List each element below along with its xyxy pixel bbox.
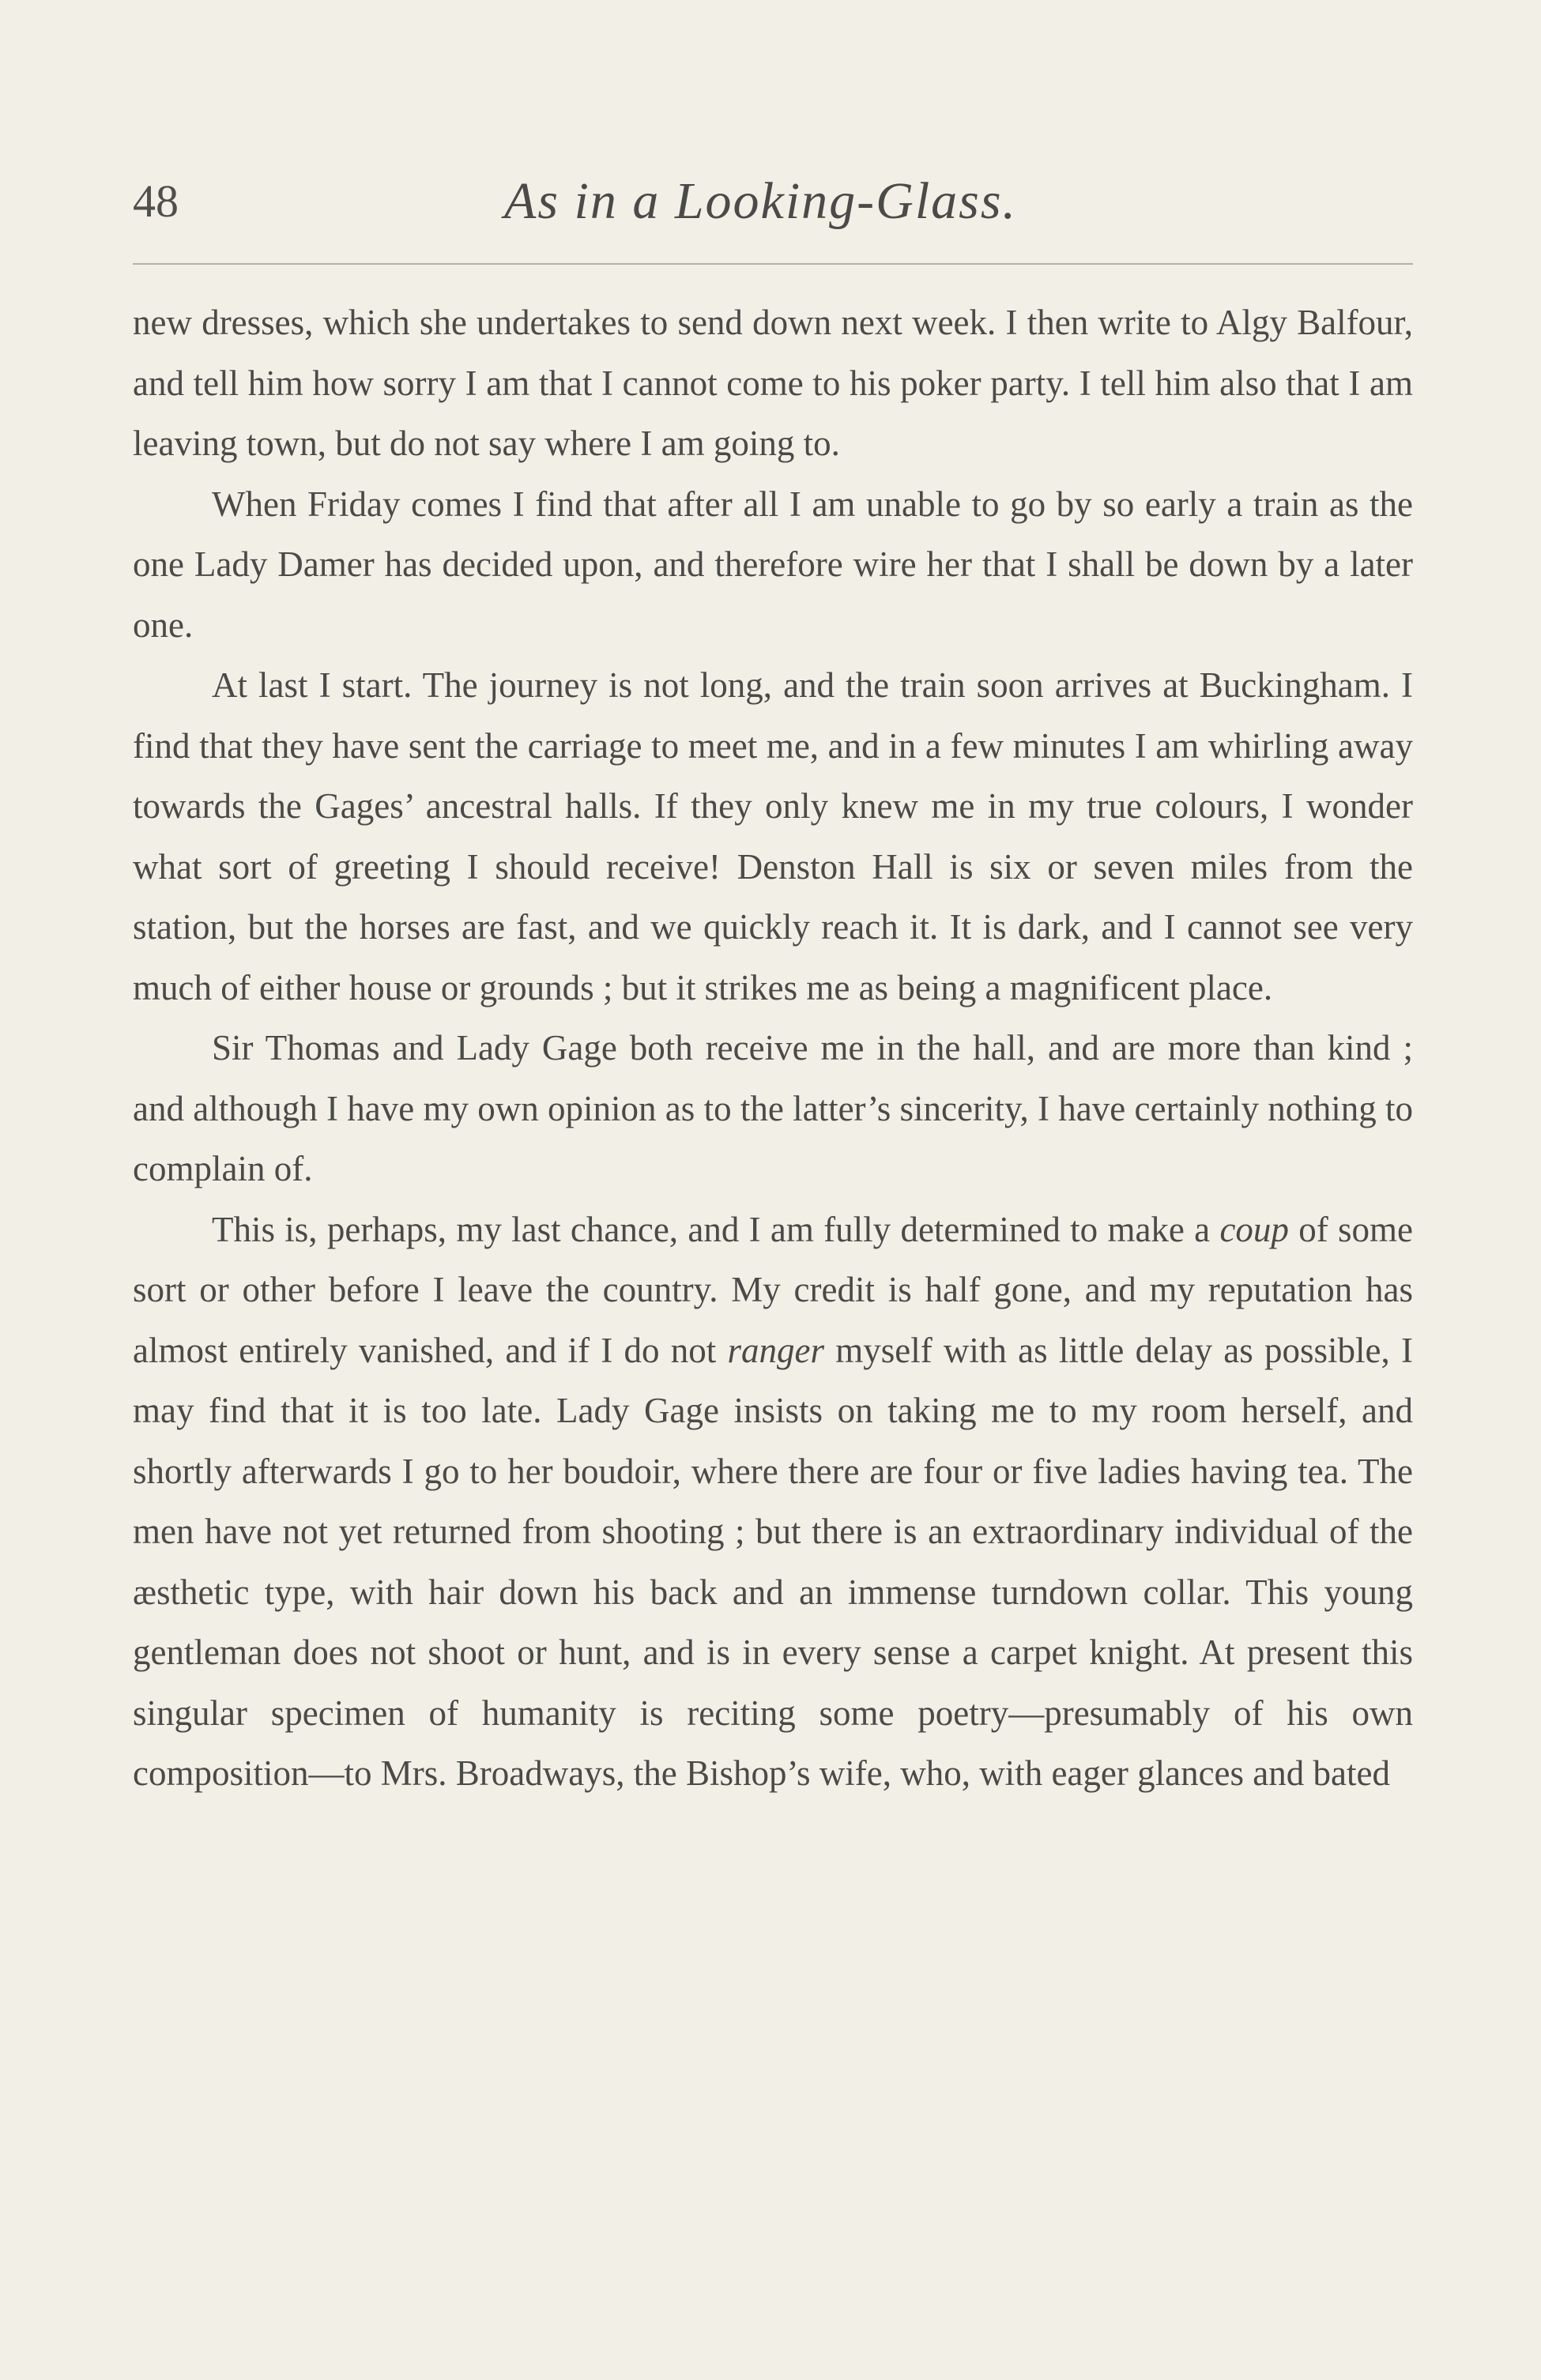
paragraph-3: At last I start. The journey is not long, and the train soon arrives at Buckingham. I find that they have sent the carriage to meet me, and in a few minutes I am whirling away towards the Gages’ ancestral halls. If they only knew me in my true colours, I wonder what sort of greeting I should receive! Denston Hall is six or seven miles from the station, but the horses are fast, and we quickly reach it. It is dark, and I cannot see very much of either house or grounds ; but it strikes me as being a magnificent place.: [133, 665, 1413, 1007]
italic-word-coup: coup: [1219, 1209, 1289, 1249]
paragraph-5-text-1: This is, perhaps, my last chance, and I am fully determined to make a: [212, 1209, 1220, 1249]
body-text: [133, 292, 1413, 1804]
italic-word-ranger: ranger: [727, 1330, 824, 1370]
page-number: 48: [133, 175, 179, 227]
paragraph-5: [133, 1199, 1413, 1804]
paragraph-1: new dresses, which she undertakes to send down next week. I then write to Algy Balfour, and tell him how sorry I am that I cannot come to his poker party. I tell him also that I am leaving town, but do not say where I am going to.: [133, 303, 1413, 463]
paragraph-4: Sir Thomas and Lady Gage both receive me in the hall, and are more than kind ; and although I have my own opinion as to the latter’s sincerity, I have certainly nothing to complain of.: [133, 1028, 1413, 1188]
paragraph-2: When Friday comes I find that after all I am unable to go by so early a train as the one Lady Damer has decided upon, and therefore wire her that I shall be down by a later one.: [133, 484, 1413, 645]
paragraph-5-text-3: myself with as little delay as possible, I may find that it is too late. Lady Gage insists on taking me to my room herself, and shortly afterwards I go to her boudoir, where there are four or five ladies having tea. The men have not yet returned from shooting ; but there is an extraordinary individual of the æsthetic type, with hair down his back and an immense turndown collar. This young gentleman does not shoot or hunt, and is in every sense a carpet knight. At present this singular specimen of humanity is reciting some poetry—presumably of his own composition—to Mrs. Broadways, the Bishop’s wife, who, with eager glances and bated: [133, 1330, 1413, 1793]
page-header: [133, 162, 1413, 241]
running-title: As in a Looking-Glass.: [504, 172, 1018, 230]
header-rule: [133, 263, 1413, 265]
paragraph-5-text-2: of some sort or other before I leave the country. My credit is half gone, and my reputation has almost entirely vanished, and if I do not: [133, 1209, 1413, 1370]
